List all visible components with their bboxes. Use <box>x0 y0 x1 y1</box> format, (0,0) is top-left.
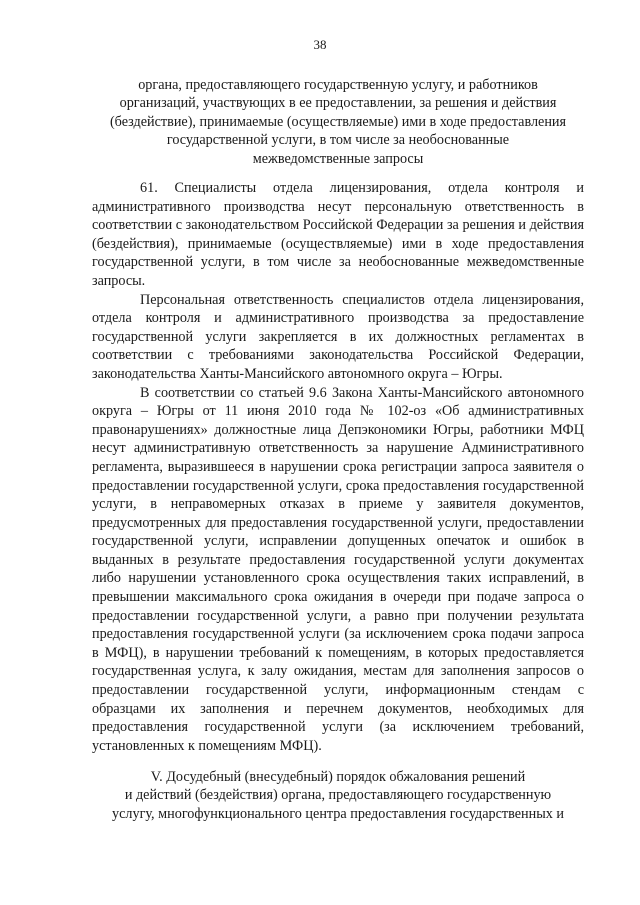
paragraph-61: 61. Специалисты отдела лицензирования, отдела контроля и административного производства несут персональную ответственность в соответствии с законодательством Российской Федерации за решения и действия (бездействия), принимаемые (осуществляемые) ими в ходе предоставления государственной услуги, в том числе за необоснованные межведомственные запросы. <box>92 180 584 289</box>
paragraph-administrative-liability: В соответствии со статьей 9.6 Закона Ханты-Мансийского автономного округа – Югры от 11 июня 2010 года № 102-оз «Об административных правонарушениях» должностные лица Депэкономики Югры, работники МФЦ несут административную ответственность за нарушение Административного регламента, выразившееся в нарушении срока регистрации запроса заявителя о предоставлении государственной услуги, срока предоставления государственной услуги, в неправомерных отказах в приеме у заявителя документов, предусмотренных для предоставления государственной услуги, предоставлении государственной услуги, исправлении допущенных опечаток и ошибок в выданных в результате предоставления государственной услуги документах либо нарушении установленного срока осуществления таких исправлений, в превышении максимального срока ожидания в очереди при подаче запроса о предоставлении государственной услуги, а равно при получении результата предоставления государственной услуги (за исключением срока подачи запроса в МФЦ), в нарушении требований к помещениям, в которых предоставляется государственная услуга, к залу ожидания, местам для заполнения запросов о предоставлении государственной услуги, информационным стендам с образцами их заполнения и перечнем документов, необходимых для предоставления государственной услуги (за исключением требований, установленных к помещениям МФЦ). <box>92 384 584 754</box>
heading-line: (бездействие), принимаемые (осуществляемые) ими в ходе предоставления <box>109 113 567 130</box>
heading-line: организаций, участвующих в ее предоставлении, за решения и действия <box>119 95 557 112</box>
body-text <box>92 179 584 755</box>
subsection-heading <box>92 76 584 168</box>
heading-line: межведомственные запросы <box>252 150 424 167</box>
heading-line: органа, предоставляющего государственную услугу, и работников <box>138 77 538 93</box>
heading-line: услугу, многофункционального центра предоставления государственных и <box>112 805 564 822</box>
heading-line: V. Досудебный (внесудебный) порядок обжалования решений <box>150 769 526 785</box>
paragraph-personal-responsibility: Персональная ответственность специалистов отдела лицензирования, отдела контроля и административного производства за предоставление государственной услуги закрепляется в их должностных регламентах в соответствии с требованиями законодательства Российской Федерации, законодательства Ханты-Мансийского автономного округа – Югры. <box>92 291 584 382</box>
heading-line: и действий (бездействия) органа, предоставляющего государственную <box>124 787 552 804</box>
section-v-heading <box>92 768 584 823</box>
heading-line: государственной услуги, в том числе за необоснованные <box>166 132 510 149</box>
page-number: 38 <box>313 37 327 52</box>
